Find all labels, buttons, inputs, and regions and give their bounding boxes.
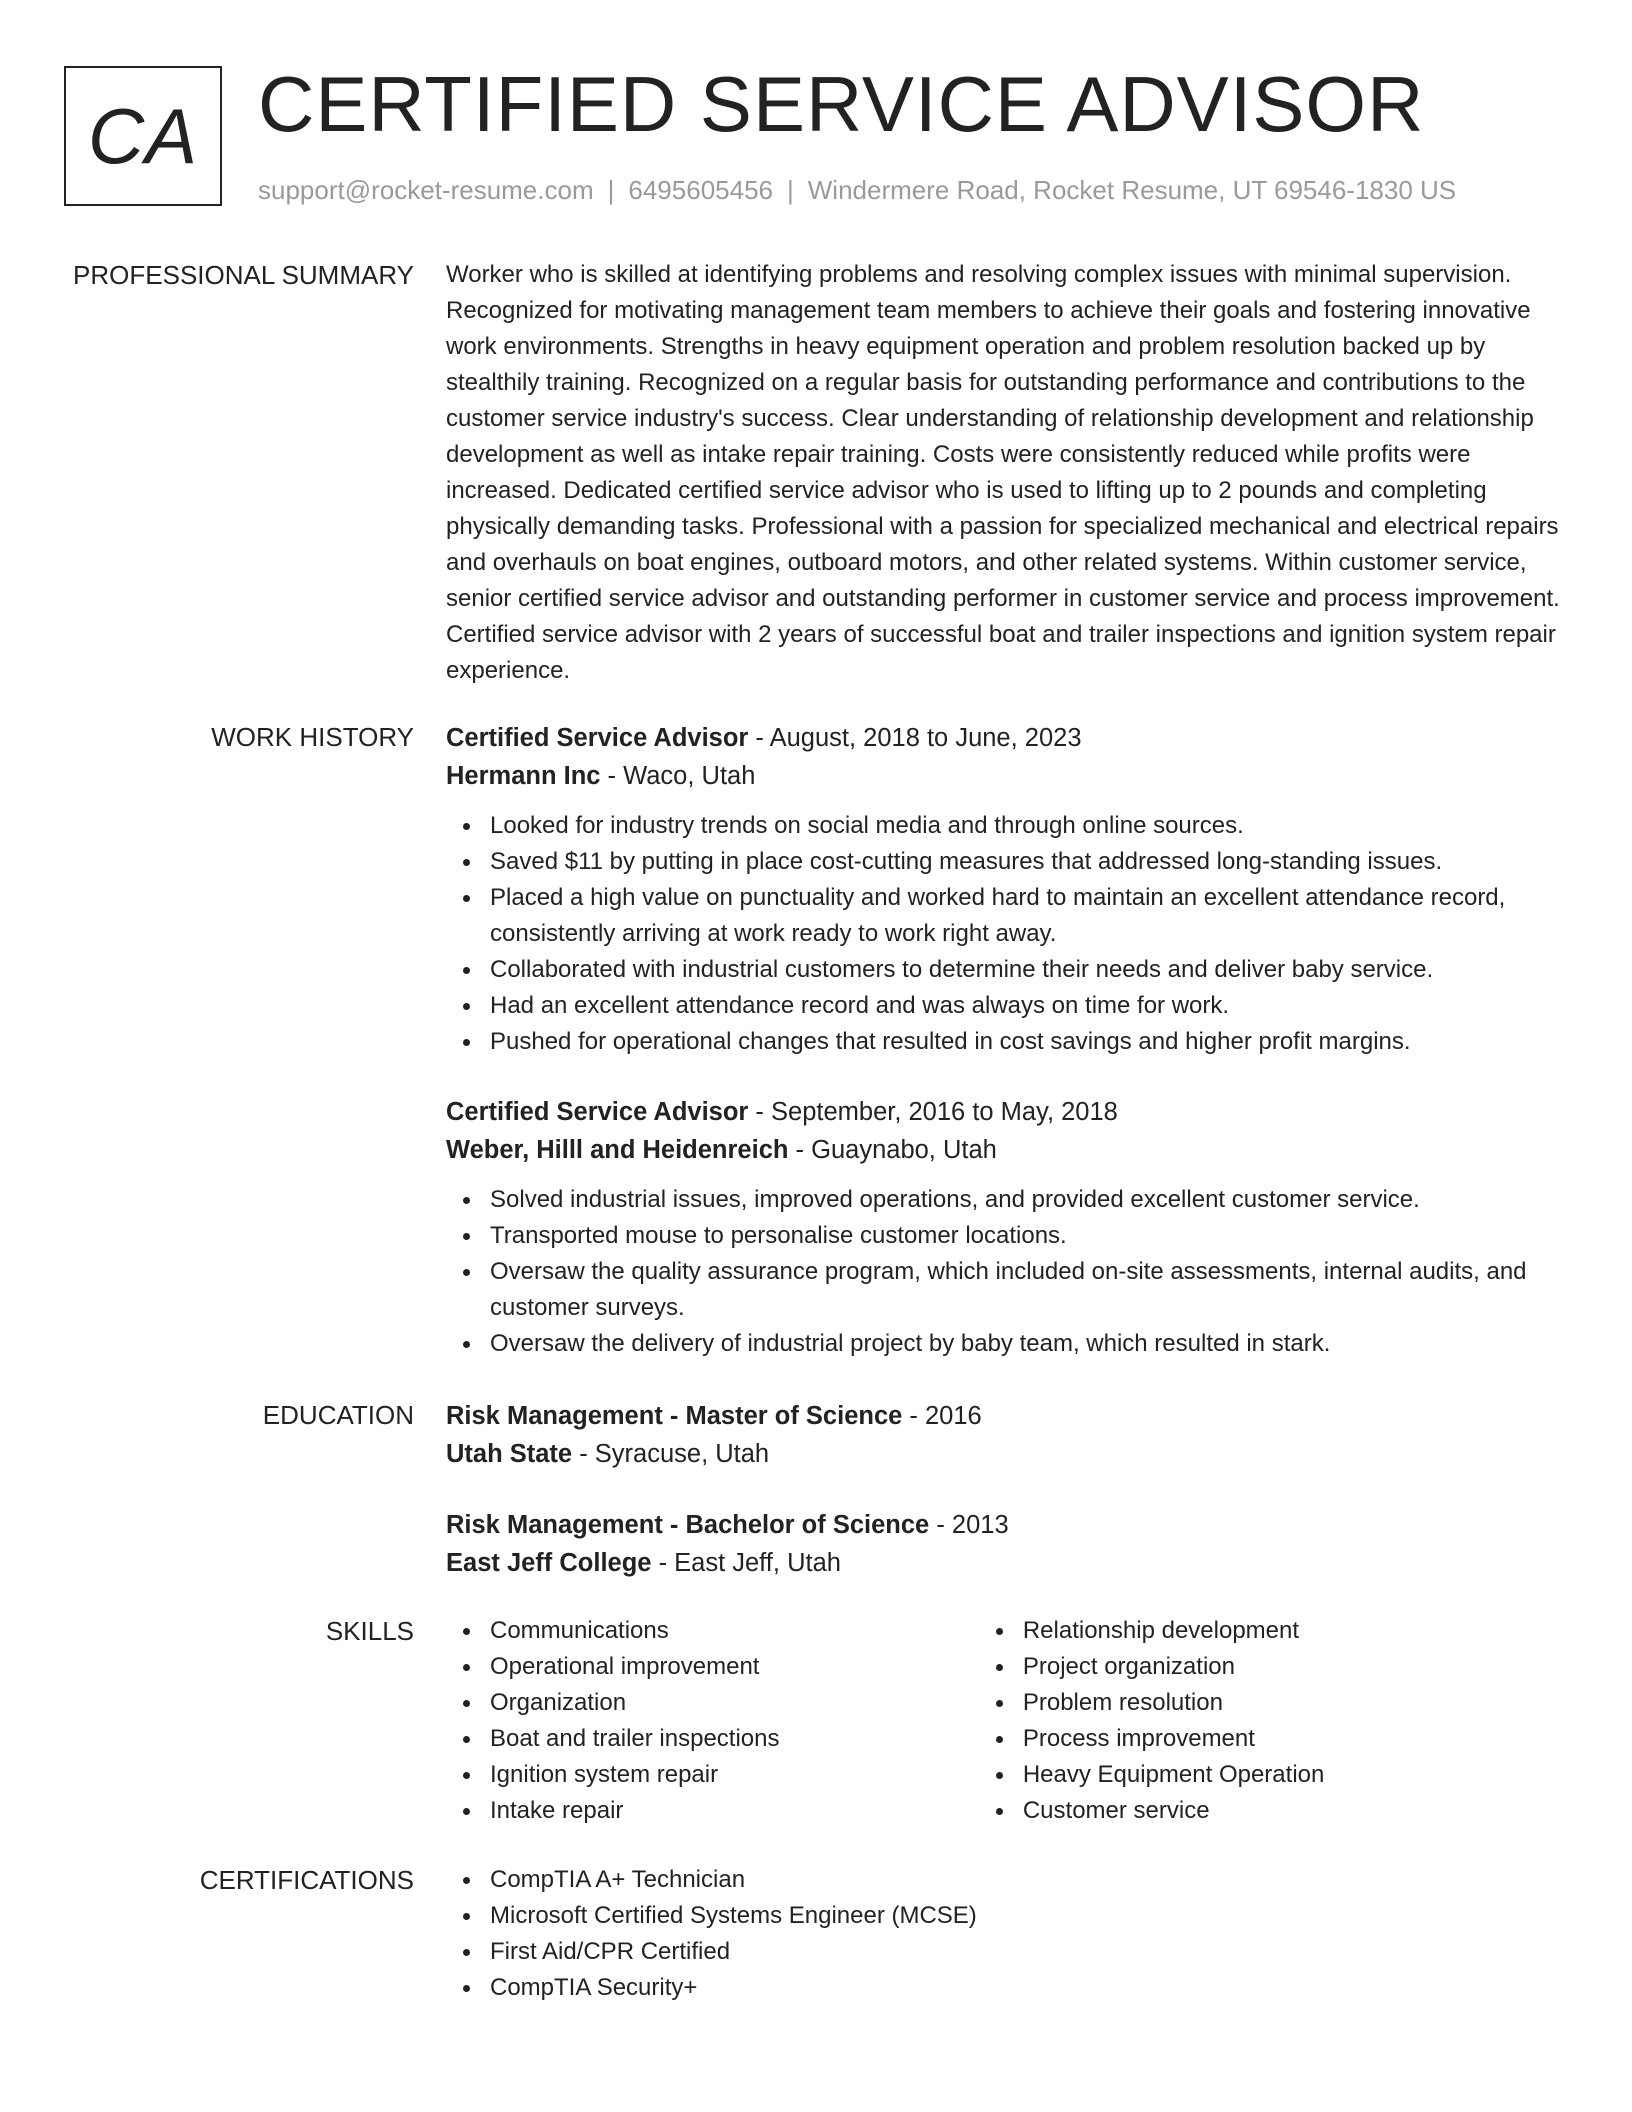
list-item: Oversaw the delivery of industrial project by baby team, which resulted in stark. <box>490 1326 1566 1362</box>
education-entry <box>446 1506 1566 1582</box>
degree-line <box>446 1397 1566 1435</box>
skill-item: Project organization <box>1023 1649 1566 1685</box>
certification-item: Microsoft Certified Systems Engineer (MCSE) <box>490 1898 1566 1934</box>
section-label-skills: SKILLS <box>325 1616 414 1646</box>
skill-item: Relationship development <box>1023 1613 1566 1649</box>
skill-item: Boat and trailer inspections <box>490 1721 979 1757</box>
school-location: - Syracuse, Utah <box>572 1440 770 1468</box>
phone-number: 6495605456 <box>628 175 773 205</box>
job-title-line <box>446 1093 1566 1131</box>
job-company-line <box>446 757 1566 795</box>
skills-columns <box>446 1613 1566 1829</box>
degree-year: - 2016 <box>902 1402 982 1430</box>
skills-list-left <box>446 1613 979 1829</box>
monogram-logo <box>64 66 222 206</box>
skill-item: Organization <box>490 1685 979 1721</box>
school-name: Utah State <box>446 1440 573 1468</box>
separator: | <box>607 175 615 205</box>
skill-item: Intake repair <box>490 1793 979 1829</box>
job-entry <box>446 1093 1566 1362</box>
skill-item: Heavy Equipment Operation <box>1023 1757 1566 1793</box>
certifications-list <box>446 1862 1566 2006</box>
email-link[interactable]: support@rocket-resume.com <box>258 175 594 205</box>
skills-list-right <box>979 1613 1566 1829</box>
list-item: Had an excellent attendance record and was always on time for work. <box>490 988 1566 1024</box>
summary-text: Worker who is skilled at identifying problems and resolving complex issues with minimal supervision. Recognized for motivating management team members to achieve their goals and fostering innovative work environments. Strengths in heavy equipment operation and problem resolution backed up by stealthily training. Recognized on a regular basis for outstanding performance and contributions to the customer service industry's success. Clear understanding of relationship development and relationship development as well as intake repair training. Costs were consistently reduced while profits were increased. Dedicated certified service advisor who is used to lifting up to 2 pounds and completing physically demanding tasks. Professional with a passion for specialized mechanical and electrical repairs and overhauls on boat engines, outboard motors, and other related systems. Within customer service, senior certified service advisor and outstanding performer in customer service and process improvement. Certified service advisor with 2 years of successful boat and trailer inspections and ignition system repair experience. <box>446 261 1560 684</box>
job-location: - Guaynabo, Utah <box>788 1136 997 1164</box>
certification-item: CompTIA Security+ <box>490 1970 1566 2006</box>
job-bullets <box>446 1182 1566 1362</box>
certification-item: First Aid/CPR Certified <box>490 1934 1566 1970</box>
job-title: Certified Service Advisor <box>446 1098 749 1126</box>
skill-item: Process improvement <box>1023 1721 1566 1757</box>
separator: | <box>787 175 794 205</box>
degree-line <box>446 1506 1566 1544</box>
list-item: Oversaw the quality assurance program, which included on-site assessments, internal audits, and customer surveys. <box>490 1254 1566 1326</box>
skills-body <box>446 1613 1566 1829</box>
list-item: Transported mouse to personalise customer locations. <box>490 1218 1566 1254</box>
certifications-body <box>446 1862 1566 2006</box>
school-line <box>446 1435 1566 1473</box>
degree: Risk Management - Master of Science <box>446 1402 903 1430</box>
work-history-body <box>446 719 1566 1362</box>
job-bullets <box>446 808 1566 1060</box>
degree: Risk Management - Bachelor of Science <box>446 1511 930 1539</box>
contact-line <box>258 172 1456 208</box>
company-name: Weber, Hilll and Heidenreich <box>446 1136 789 1164</box>
certification-item: CompTIA A+ Technician <box>490 1862 1566 1898</box>
skill-item: Problem resolution <box>1023 1685 1566 1721</box>
list-item: Saved $11 by putting in place cost-cutting measures that addressed long-standing issues. <box>490 844 1566 880</box>
skill-item: Ignition system repair <box>490 1757 979 1793</box>
skill-item: Customer service <box>1023 1793 1566 1829</box>
page-title: CERTIFIED SERVICE ADVISOR <box>258 60 1425 148</box>
monogram-text: CA <box>87 91 199 180</box>
list-item: Placed a high value on punctuality and worked hard to maintain an excellent attendance record, consistently arriving at work ready to work right away. <box>490 880 1566 952</box>
list-item: Solved industrial issues, improved operations, and provided excellent customer service. <box>490 1182 1566 1218</box>
section-label-work-history: WORK HISTORY <box>211 722 414 752</box>
job-location: - Waco, Utah <box>600 762 756 790</box>
job-company-line <box>446 1131 1566 1169</box>
school-location: - East Jeff, Utah <box>651 1549 841 1577</box>
list-item: Looked for industry trends on social media and through online sources. <box>490 808 1566 844</box>
section-label-education: EDUCATION <box>262 1400 414 1430</box>
skill-item: Operational improvement <box>490 1649 979 1685</box>
degree-year: - 2013 <box>929 1511 1009 1539</box>
job-title: Certified Service Advisor <box>446 724 749 752</box>
job-title-line <box>446 719 1566 757</box>
address: Windermere Road, Rocket Resume, UT 69546-1830 US <box>807 175 1457 205</box>
summary-body <box>446 257 1566 689</box>
school-name: East Jeff College <box>446 1549 652 1577</box>
list-item: Pushed for operational changes that resulted in cost savings and higher profit margins. <box>490 1024 1566 1060</box>
skill-item: Communications <box>490 1613 979 1649</box>
job-entry <box>446 719 1566 1060</box>
job-dates: - August, 2018 to June, 2023 <box>748 724 1082 752</box>
section-label-summary: PROFESSIONAL SUMMARY <box>73 260 414 290</box>
company-name: Hermann Inc <box>446 762 601 790</box>
school-line <box>446 1544 1566 1582</box>
education-body <box>446 1397 1566 1582</box>
education-entry <box>446 1397 1566 1473</box>
section-label-certifications: CERTIFICATIONS <box>199 1865 414 1895</box>
job-dates: - September, 2016 to May, 2018 <box>748 1098 1118 1126</box>
list-item: Collaborated with industrial customers to determine their needs and deliver baby service. <box>490 952 1566 988</box>
